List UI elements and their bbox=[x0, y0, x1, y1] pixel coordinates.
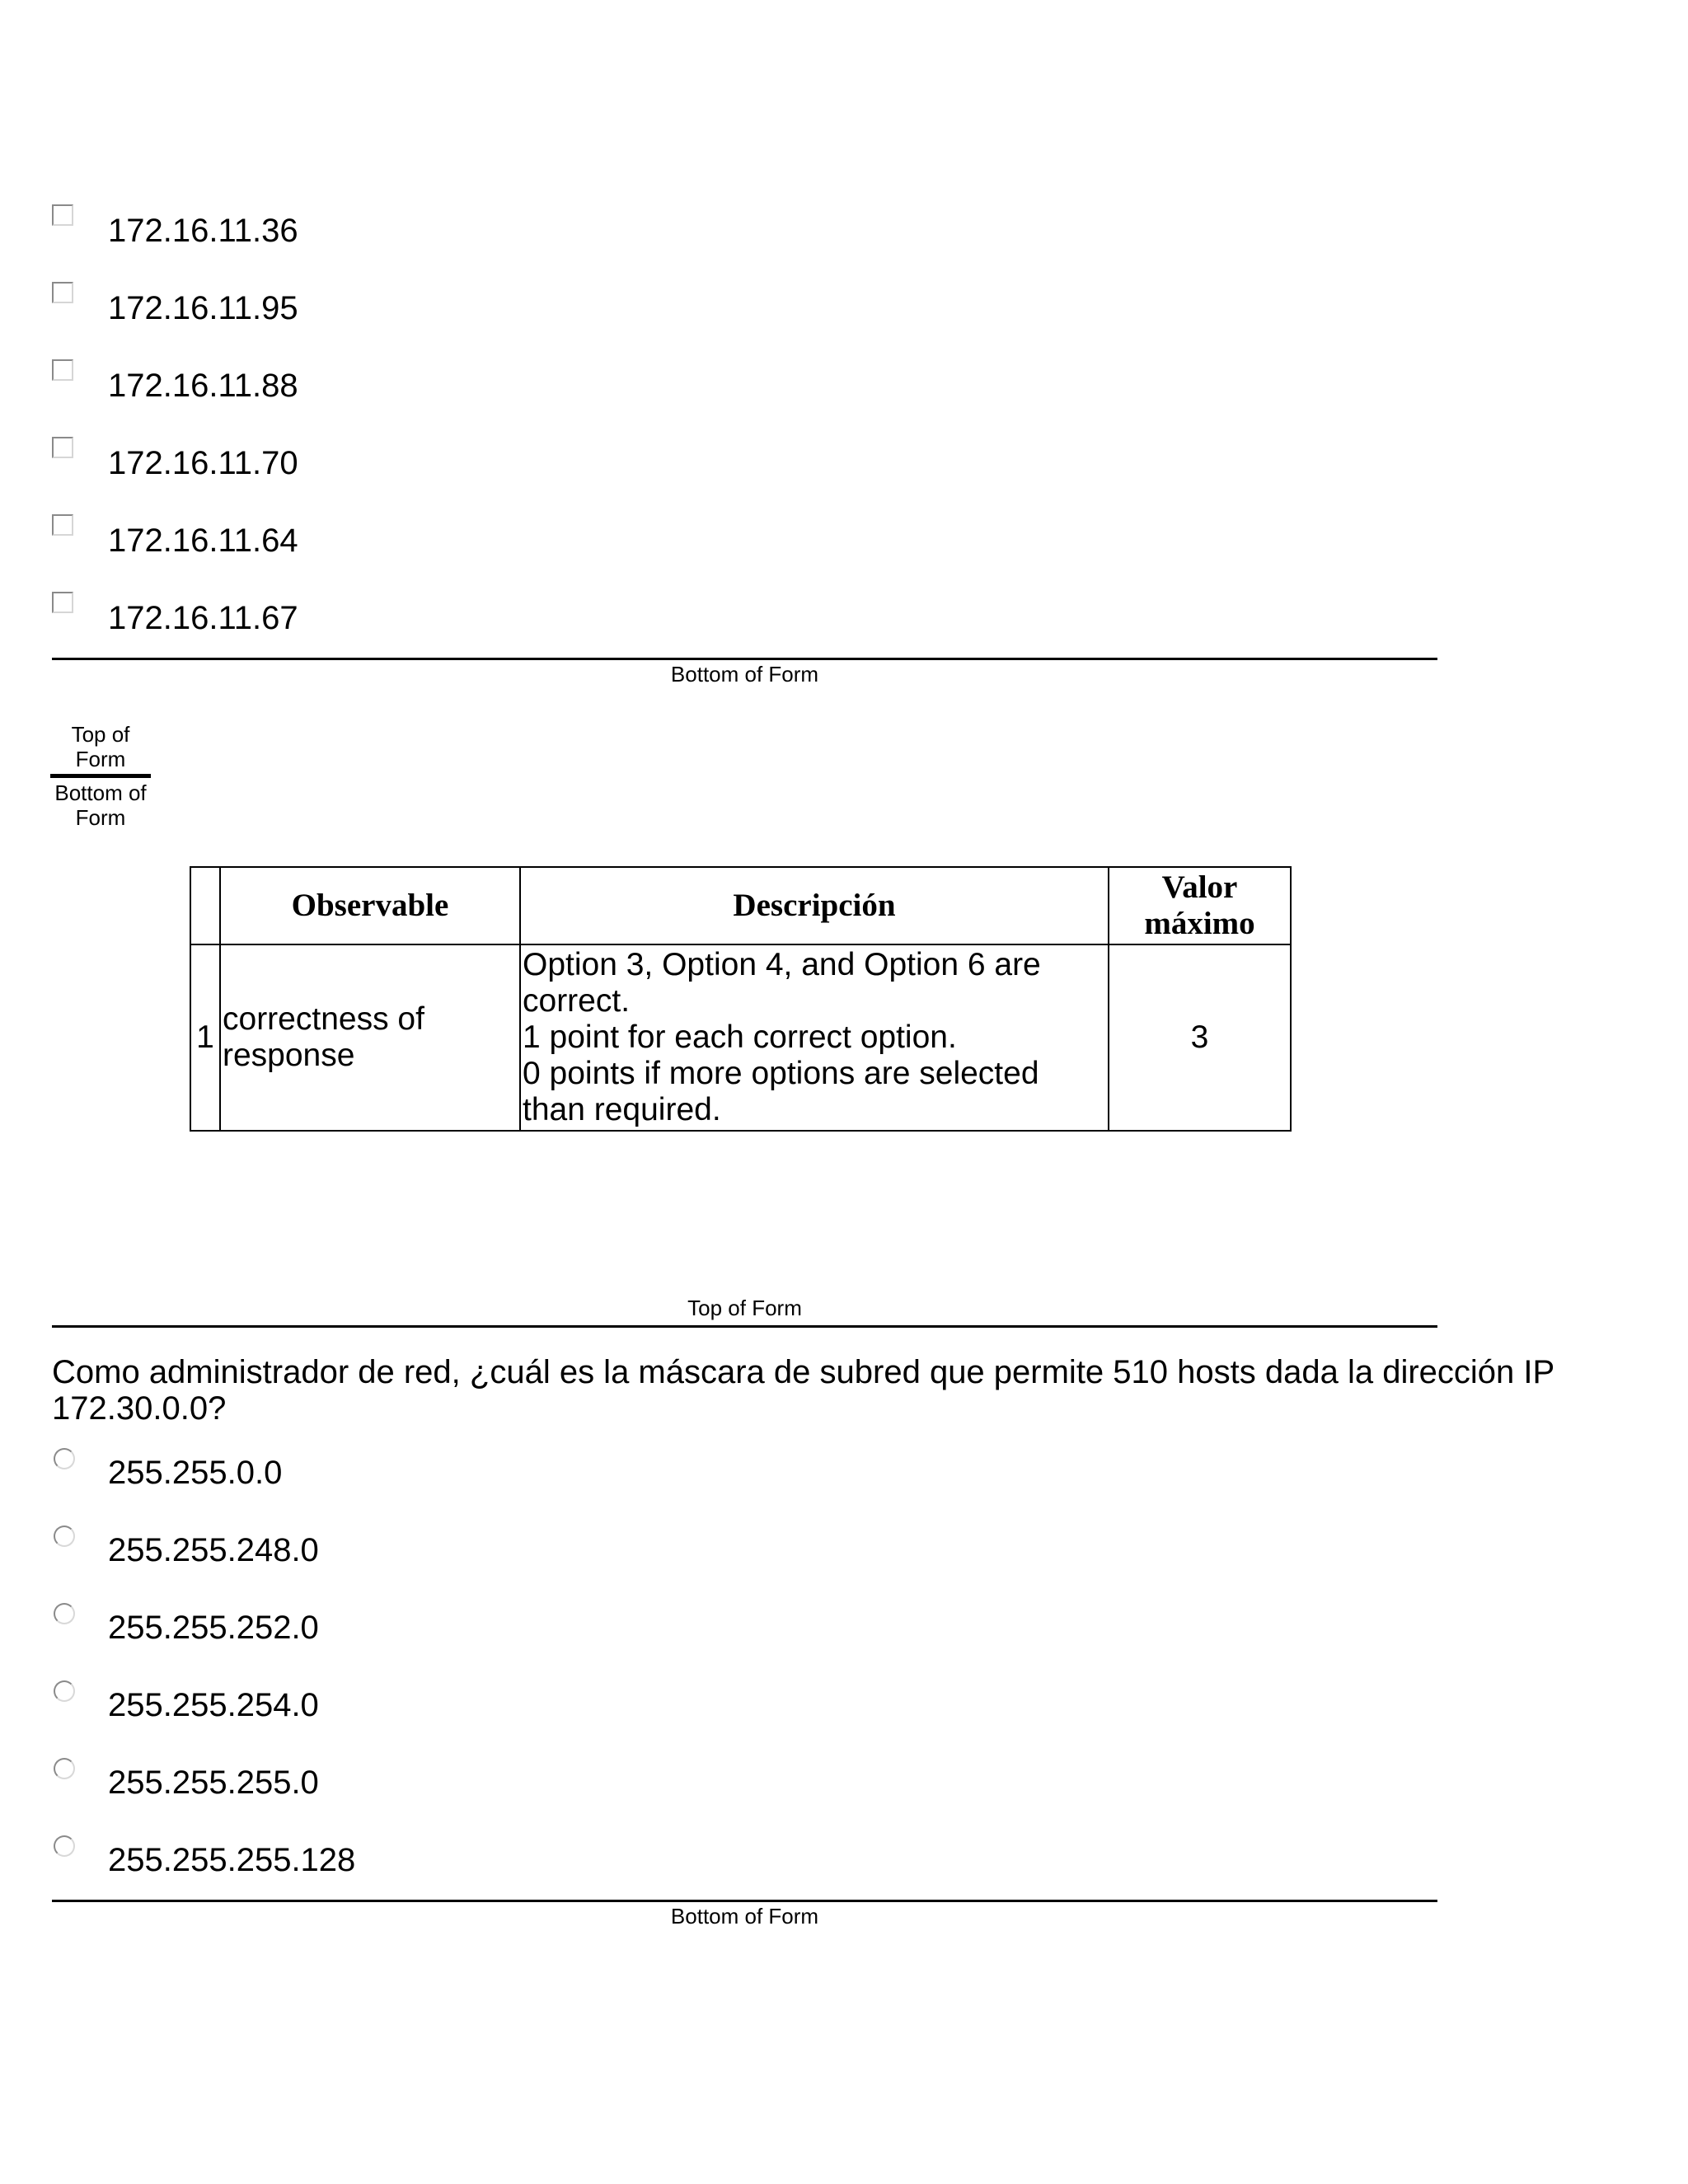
option-label: 255.255.248.0 bbox=[108, 1532, 319, 1568]
row-description bbox=[520, 944, 1109, 1131]
table-header-row bbox=[190, 867, 1291, 944]
radio-button[interactable] bbox=[54, 1835, 75, 1857]
radio-button[interactable] bbox=[54, 1603, 75, 1624]
option-label: 172.16.11.36 bbox=[108, 213, 298, 249]
option-label: 255.255.0.0 bbox=[108, 1455, 283, 1491]
radio-button[interactable] bbox=[54, 1448, 75, 1469]
checkbox[interactable] bbox=[52, 204, 73, 226]
row-observable: correctness of response bbox=[220, 944, 520, 1131]
table-row bbox=[190, 944, 1291, 1131]
bottom-of-form-label: Bottom of Form bbox=[670, 1904, 819, 1929]
bottom-of-form-label: Bottom of Form bbox=[54, 780, 147, 830]
checkbox[interactable] bbox=[52, 437, 73, 458]
option-label: 255.255.254.0 bbox=[108, 1687, 319, 1723]
radio-button[interactable] bbox=[54, 1758, 75, 1779]
header-description: Descripción bbox=[520, 867, 1109, 944]
option-label: 255.255.255.0 bbox=[108, 1765, 319, 1801]
checkbox[interactable] bbox=[52, 359, 73, 381]
form-divider bbox=[52, 658, 1437, 660]
radio-button[interactable] bbox=[54, 1526, 75, 1547]
checkbox[interactable] bbox=[52, 514, 73, 536]
form-divider bbox=[52, 1325, 1437, 1328]
radio-button[interactable] bbox=[54, 1680, 75, 1702]
row-number: 1 bbox=[190, 944, 220, 1131]
row-max-value: 3 bbox=[1109, 944, 1291, 1131]
checkbox[interactable] bbox=[52, 282, 73, 303]
header-observable: Observable bbox=[220, 867, 520, 944]
form-divider bbox=[52, 1900, 1437, 1902]
option-label: 172.16.11.88 bbox=[108, 368, 298, 404]
option-label: 255.255.255.128 bbox=[108, 1842, 356, 1878]
description-line: Option 3, Option 4, and Option 6 are correct. bbox=[523, 947, 1041, 1019]
option-label: 172.16.11.64 bbox=[108, 523, 298, 559]
rubric-table bbox=[190, 866, 1292, 1132]
question-text: Como administrador de red, ¿cuál es la máscara de subred que permite 510 hosts dada la dirección IP 172.30.0.0? bbox=[52, 1354, 1554, 1427]
top-of-form-label: Top of Form bbox=[687, 1296, 802, 1320]
description-line: 1 point for each correct option. bbox=[523, 1019, 957, 1055]
header-number bbox=[190, 867, 220, 944]
option-label: 255.255.252.0 bbox=[108, 1610, 319, 1646]
header-max-value: Valor máximo bbox=[1109, 867, 1291, 944]
top-of-form-label: Top of Form bbox=[71, 722, 130, 771]
option-label: 172.16.11.67 bbox=[108, 600, 298, 636]
option-label: 172.16.11.95 bbox=[108, 290, 298, 326]
description-line: 0 points if more options are selected than required. bbox=[523, 1056, 1039, 1127]
form-divider bbox=[50, 774, 151, 778]
bottom-of-form-label: Bottom of Form bbox=[670, 662, 819, 687]
option-label: 172.16.11.70 bbox=[108, 445, 298, 481]
checkbox[interactable] bbox=[52, 592, 73, 613]
